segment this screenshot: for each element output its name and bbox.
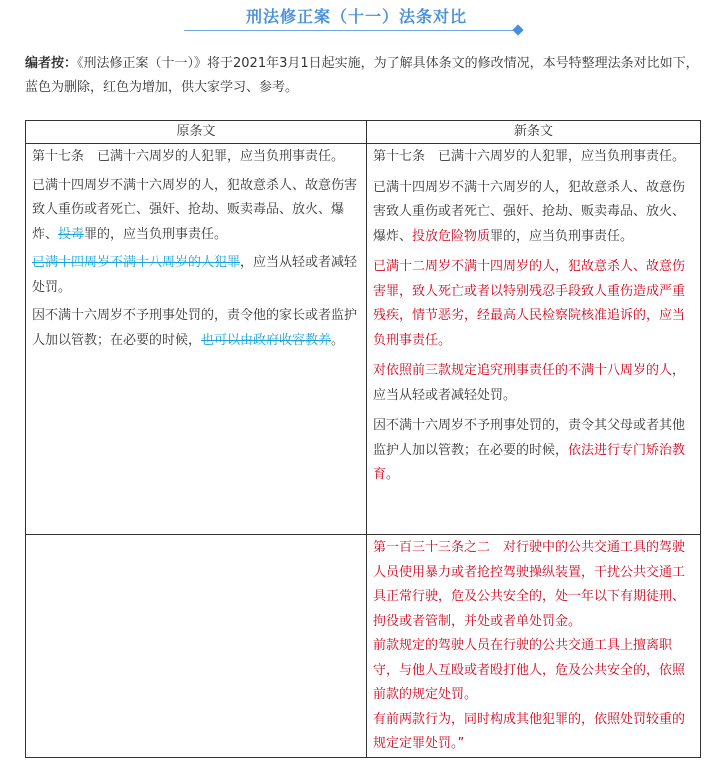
new-133-para-3: 有前两款行为，同时构成其他犯罪的，依照处罚较重的规定定罪处罚。” <box>373 711 686 751</box>
old-para-4-text: 因不满十六周岁不予刑事处罚的，责令他的家长或者监护人加以管教；在必要的时候， <box>32 308 358 348</box>
table-header-row <box>26 121 701 144</box>
editor-note-text: 《刑法修正案（十一）》将于2021年3月1日起实施，为了解具体条文的修改情况，本号特整理法条对比如下，蓝色为删除，红色为增加，供大家学习、参考。 <box>25 56 699 95</box>
new-para-2 <box>373 176 694 250</box>
old-para-4-text-end: 。 <box>331 332 345 348</box>
deleted-text: 也可以由政府收容教养 <box>201 332 332 348</box>
new-article-17 <box>367 144 701 535</box>
new-para-5-text: 因不满十六周岁不予刑事处罚的，责令其父母或者其他监护人加以管教；在必要的时候， <box>373 418 686 458</box>
original-empty-cell <box>26 535 367 758</box>
table-row <box>26 535 701 758</box>
old-para-3 <box>32 251 360 300</box>
editor-note-label: 编者按： <box>25 56 78 71</box>
old-para-2 <box>32 174 360 248</box>
new-133-para-2: 前款规定的驾驶人员在行驶的公共交通工具上擅离职守，与他人互殴或者殴打他人，危及公共安全的，依照前款的规定处罚。 <box>373 638 686 702</box>
table-row <box>26 144 701 535</box>
new-para-5-text-end: 。 <box>386 467 400 482</box>
new-para-1: 第十七条 已满十六周岁的人犯罪，应当负刑事责任。 <box>373 149 686 164</box>
title-underline <box>184 30 520 31</box>
new-para-3: 已满十二周岁不满十四周岁的人，犯故意杀人、故意伤害罪，致人死亡或者以特别残忍手段致人重伤造成严重残疾，情节恶劣，经最高人民检察院核准追诉的，应当负刑事责任。 <box>373 259 686 348</box>
header-original: 原条文 <box>26 121 367 144</box>
deleted-text: 投毒 <box>58 226 85 242</box>
new-para-2-text: 已满十四周岁不满十六周岁的人，犯故意杀人、故意伤害致人重伤或者死亡、强奸、抢劫、贩卖毒品、放火、爆炸、 <box>373 179 686 244</box>
new-article-133-2 <box>367 535 701 758</box>
page-title: 刑法修正案（十一）法条对比 <box>245 7 467 26</box>
added-text: 投放危险物质 <box>412 228 491 244</box>
new-133-para-1: 第一百三十三条之二 对行驶中的公共交通工具的驾驶人员使用暴力或者抢控驾驶操纵装置，干扰公共交通工具正常行驶，危及公共安全的，处一年以下有期徒刑、拘役或者管制，并处或者单处罚金。 <box>373 540 686 629</box>
original-article-17 <box>26 144 367 535</box>
added-text: 依法进行专门矫治教育 <box>373 442 686 482</box>
new-para-4-text-end: ，应当从轻或者减轻处罚。 <box>373 363 686 403</box>
old-para-2-text: 已满十四周岁不满十六周岁的人，犯故意杀人、故意伤害致人重伤或者死亡、强奸、抢劫、贩卖毒品、放火、爆炸、 <box>32 177 358 242</box>
old-para-3-text-end: ，应当从轻或者减轻处罚。 <box>32 255 358 295</box>
editor-note <box>25 52 700 100</box>
header-new: 新条文 <box>367 121 701 144</box>
old-para-1: 第十七条 已满十六周岁的人犯罪，应当负刑事责任。 <box>32 149 345 164</box>
added-text: 对依照前三款规定追究刑事责任的不满十八周岁的人 <box>373 363 673 378</box>
comparison-table <box>25 120 701 758</box>
deleted-text: 已满十四周岁不满十八周岁的人犯罪 <box>32 255 241 270</box>
new-para-4 <box>373 359 694 408</box>
old-para-2-text-end: 罪的，应当负刑事责任。 <box>84 226 228 242</box>
old-para-4 <box>32 304 360 353</box>
new-para-5 <box>373 414 694 488</box>
new-para-2-text-end: 罪的，应当负刑事责任。 <box>490 228 634 244</box>
